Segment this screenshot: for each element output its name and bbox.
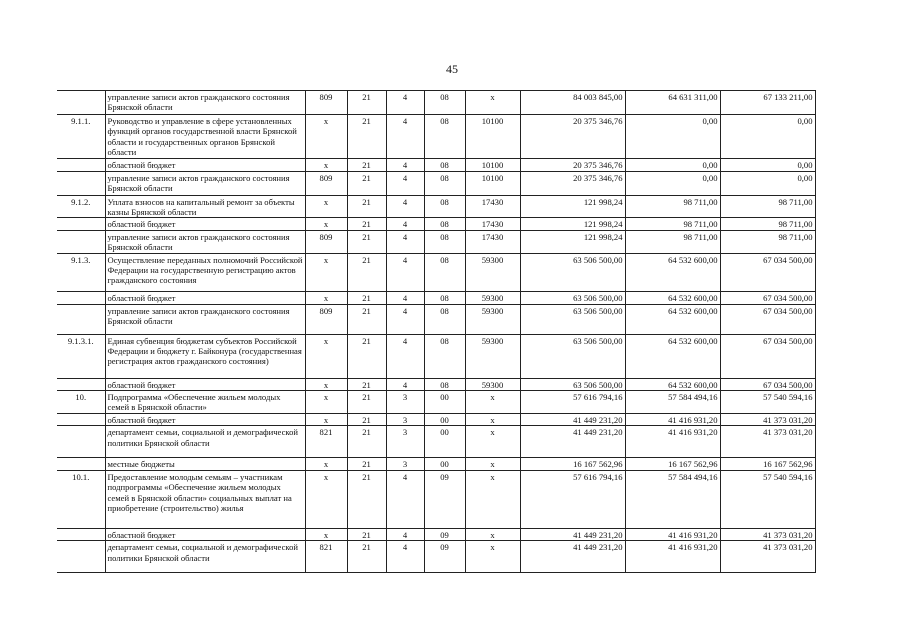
cell-dir: x bbox=[465, 91, 520, 115]
cell-om: 00 bbox=[424, 458, 465, 470]
cell-gp: 21 bbox=[347, 171, 386, 195]
cell-om: 08 bbox=[424, 195, 465, 218]
cell-y3: 16 167 562,96 bbox=[720, 458, 815, 470]
table-row bbox=[57, 291, 815, 304]
cell-y2: 0,00 bbox=[625, 158, 720, 171]
cell-dir: 10100 bbox=[465, 115, 520, 159]
cell-y3: 0,00 bbox=[720, 115, 815, 159]
cell-y1: 63 506 500,00 bbox=[520, 378, 625, 390]
cell-pgp: 4 bbox=[386, 171, 424, 195]
cell-y1: 63 506 500,00 bbox=[520, 334, 625, 378]
cell-grbs: 809 bbox=[305, 91, 347, 115]
cell-name: управление записи актов гражданского состояния Брянской области bbox=[105, 91, 305, 115]
cell-name: Осуществление переданных полномочий Российской Федерации на государственную регистрацию актов гражданского состояния bbox=[105, 253, 305, 291]
cell-num bbox=[57, 426, 105, 458]
cell-dir: x bbox=[465, 541, 520, 573]
cell-y2: 98 711,00 bbox=[625, 218, 720, 230]
cell-y1: 57 616 794,16 bbox=[520, 391, 625, 414]
table-row bbox=[57, 378, 815, 390]
table-row bbox=[57, 171, 815, 195]
cell-gp: 21 bbox=[347, 291, 386, 304]
cell-y1: 63 506 500,00 bbox=[520, 291, 625, 304]
cell-num bbox=[57, 291, 105, 304]
cell-name: департамент семьи, социальной и демографической политики Брянской области bbox=[105, 426, 305, 458]
cell-grbs: x bbox=[305, 458, 347, 470]
cell-y3: 0,00 bbox=[720, 171, 815, 195]
table-row bbox=[57, 91, 815, 115]
cell-pgp: 4 bbox=[386, 291, 424, 304]
table-row bbox=[57, 413, 815, 425]
cell-gp: 21 bbox=[347, 426, 386, 458]
cell-pgp: 4 bbox=[386, 304, 424, 334]
cell-pgp: 4 bbox=[386, 195, 424, 218]
cell-grbs: 809 bbox=[305, 304, 347, 334]
table-row bbox=[57, 304, 815, 334]
cell-y2: 0,00 bbox=[625, 115, 720, 159]
cell-y1: 20 375 346,76 bbox=[520, 158, 625, 171]
table-row bbox=[57, 230, 815, 253]
table-row bbox=[57, 115, 815, 159]
table-row bbox=[57, 158, 815, 171]
cell-y1: 121 998,24 bbox=[520, 230, 625, 253]
cell-name: управление записи актов гражданского состояния Брянской области bbox=[105, 230, 305, 253]
cell-pgp: 3 bbox=[386, 391, 424, 414]
cell-name: Уплата взносов на капитальный ремонт за объекты казны Брянской области bbox=[105, 195, 305, 218]
cell-grbs: x bbox=[305, 158, 347, 171]
cell-grbs: x bbox=[305, 391, 347, 414]
cell-grbs: x bbox=[305, 195, 347, 218]
cell-grbs: x bbox=[305, 413, 347, 425]
cell-y1: 16 167 562,96 bbox=[520, 458, 625, 470]
cell-name: областной бюджет bbox=[105, 528, 305, 540]
cell-y3: 67 034 500,00 bbox=[720, 291, 815, 304]
cell-dir: 59300 bbox=[465, 253, 520, 291]
cell-y2: 64 532 600,00 bbox=[625, 304, 720, 334]
cell-gp: 21 bbox=[347, 458, 386, 470]
cell-num bbox=[57, 541, 105, 573]
cell-name: Подпрограмма «Обеспечение жильем молодых семей в Брянской области» bbox=[105, 391, 305, 414]
cell-name: областной бюджет bbox=[105, 291, 305, 304]
cell-dir: x bbox=[465, 426, 520, 458]
cell-pgp: 4 bbox=[386, 91, 424, 115]
cell-name: областной бюджет bbox=[105, 413, 305, 425]
cell-grbs: 821 bbox=[305, 541, 347, 573]
cell-y1: 57 616 794,16 bbox=[520, 470, 625, 528]
cell-y1: 63 506 500,00 bbox=[520, 304, 625, 334]
table-row bbox=[57, 458, 815, 470]
cell-y2: 16 167 562,96 bbox=[625, 458, 720, 470]
table-row bbox=[57, 528, 815, 540]
cell-dir: x bbox=[465, 391, 520, 414]
cell-grbs: 809 bbox=[305, 171, 347, 195]
cell-grbs: x bbox=[305, 218, 347, 230]
cell-y1: 41 449 231,20 bbox=[520, 413, 625, 425]
table-row bbox=[57, 218, 815, 230]
cell-om: 08 bbox=[424, 334, 465, 378]
cell-pgp: 4 bbox=[386, 334, 424, 378]
cell-num: 9.1.2. bbox=[57, 195, 105, 218]
cell-y1: 41 449 231,20 bbox=[520, 528, 625, 540]
cell-y3: 98 711,00 bbox=[720, 230, 815, 253]
cell-name: управление записи актов гражданского состояния Брянской области bbox=[105, 171, 305, 195]
cell-y3: 0,00 bbox=[720, 158, 815, 171]
cell-name: департамент семьи, социальной и демографической политики Брянской области bbox=[105, 541, 305, 573]
cell-name: местные бюджеты bbox=[105, 458, 305, 470]
cell-y1: 121 998,24 bbox=[520, 195, 625, 218]
cell-y1: 20 375 346,76 bbox=[520, 115, 625, 159]
cell-dir: 17430 bbox=[465, 195, 520, 218]
cell-grbs: 809 bbox=[305, 230, 347, 253]
cell-num bbox=[57, 91, 105, 115]
cell-grbs: x bbox=[305, 334, 347, 378]
cell-gp: 21 bbox=[347, 470, 386, 528]
cell-num bbox=[57, 171, 105, 195]
cell-y3: 98 711,00 bbox=[720, 195, 815, 218]
cell-name: областной бюджет bbox=[105, 378, 305, 390]
cell-num bbox=[57, 230, 105, 253]
cell-y2: 57 584 494,16 bbox=[625, 470, 720, 528]
cell-dir: 17430 bbox=[465, 230, 520, 253]
cell-dir: 17430 bbox=[465, 218, 520, 230]
cell-grbs: x bbox=[305, 378, 347, 390]
cell-y3: 41 373 031,20 bbox=[720, 528, 815, 540]
cell-pgp: 4 bbox=[386, 230, 424, 253]
cell-num bbox=[57, 304, 105, 334]
cell-om: 00 bbox=[424, 426, 465, 458]
cell-name: Единая субвенция бюджетам субъектов Российской Федерации и бюджету г. Байконура (государственная регистрация актов гражданского состояния) bbox=[105, 334, 305, 378]
cell-y2: 64 532 600,00 bbox=[625, 378, 720, 390]
cell-om: 09 bbox=[424, 528, 465, 540]
cell-dir: x bbox=[465, 458, 520, 470]
cell-y3: 67 034 500,00 bbox=[720, 253, 815, 291]
cell-pgp: 4 bbox=[386, 378, 424, 390]
cell-gp: 21 bbox=[347, 541, 386, 573]
cell-y1: 63 506 500,00 bbox=[520, 253, 625, 291]
cell-y2: 64 532 600,00 bbox=[625, 334, 720, 378]
cell-num: 9.1.3. bbox=[57, 253, 105, 291]
cell-gp: 21 bbox=[347, 253, 386, 291]
cell-y2: 41 416 931,20 bbox=[625, 426, 720, 458]
cell-pgp: 4 bbox=[386, 528, 424, 540]
cell-om: 08 bbox=[424, 171, 465, 195]
cell-name: Предоставление молодым семьям – участникам подпрограммы «Обеспечение жильем молодых семей в Брянской области» социальных выплат на приобретение (строительство) жилья bbox=[105, 470, 305, 528]
cell-y3: 67 034 500,00 bbox=[720, 378, 815, 390]
cell-dir: x bbox=[465, 470, 520, 528]
table-row bbox=[57, 541, 815, 573]
cell-gp: 21 bbox=[347, 304, 386, 334]
cell-y2: 41 416 931,20 bbox=[625, 528, 720, 540]
cell-dir: 59300 bbox=[465, 334, 520, 378]
cell-y3: 67 034 500,00 bbox=[720, 304, 815, 334]
cell-pgp: 4 bbox=[386, 115, 424, 159]
cell-gp: 21 bbox=[347, 115, 386, 159]
cell-name: Руководство и управление в сфере установленных функций органов государственной власти Брянской области и государственных органов Брянской области bbox=[105, 115, 305, 159]
cell-pgp: 4 bbox=[386, 253, 424, 291]
cell-grbs: x bbox=[305, 253, 347, 291]
cell-y3: 57 540 594,16 bbox=[720, 391, 815, 414]
cell-gp: 21 bbox=[347, 158, 386, 171]
cell-grbs: x bbox=[305, 470, 347, 528]
cell-num bbox=[57, 218, 105, 230]
cell-name: управление записи актов гражданского состояния Брянской области bbox=[105, 304, 305, 334]
cell-y3: 41 373 031,20 bbox=[720, 413, 815, 425]
cell-y2: 64 532 600,00 bbox=[625, 253, 720, 291]
cell-gp: 21 bbox=[347, 230, 386, 253]
cell-y3: 41 373 031,20 bbox=[720, 541, 815, 573]
cell-name: областной бюджет bbox=[105, 158, 305, 171]
cell-dir: 59300 bbox=[465, 304, 520, 334]
cell-grbs: x bbox=[305, 115, 347, 159]
cell-pgp: 4 bbox=[386, 470, 424, 528]
cell-num: 10.1. bbox=[57, 470, 105, 528]
cell-om: 08 bbox=[424, 378, 465, 390]
cell-y3: 67 034 500,00 bbox=[720, 334, 815, 378]
cell-y2: 64 532 600,00 bbox=[625, 291, 720, 304]
cell-gp: 21 bbox=[347, 334, 386, 378]
cell-grbs: x bbox=[305, 528, 347, 540]
cell-y2: 41 416 931,20 bbox=[625, 413, 720, 425]
cell-om: 09 bbox=[424, 541, 465, 573]
table-row bbox=[57, 391, 815, 414]
table-row bbox=[57, 195, 815, 218]
cell-num: 10. bbox=[57, 391, 105, 414]
cell-num bbox=[57, 458, 105, 470]
cell-gp: 21 bbox=[347, 218, 386, 230]
table-row bbox=[57, 334, 815, 378]
cell-y1: 84 003 845,00 bbox=[520, 91, 625, 115]
cell-gp: 21 bbox=[347, 391, 386, 414]
cell-y3: 41 373 031,20 bbox=[720, 426, 815, 458]
cell-dir: x bbox=[465, 528, 520, 540]
cell-pgp: 3 bbox=[386, 458, 424, 470]
cell-dir: 10100 bbox=[465, 158, 520, 171]
cell-grbs: 821 bbox=[305, 426, 347, 458]
cell-pgp: 4 bbox=[386, 158, 424, 171]
cell-y2: 98 711,00 bbox=[625, 195, 720, 218]
cell-om: 00 bbox=[424, 413, 465, 425]
cell-y3: 57 540 594,16 bbox=[720, 470, 815, 528]
cell-num: 9.1.3.1. bbox=[57, 334, 105, 378]
cell-y1: 20 375 346,76 bbox=[520, 171, 625, 195]
cell-dir: x bbox=[465, 413, 520, 425]
table-body bbox=[57, 91, 815, 573]
cell-gp: 21 bbox=[347, 413, 386, 425]
cell-pgp: 4 bbox=[386, 218, 424, 230]
cell-om: 08 bbox=[424, 230, 465, 253]
cell-om: 08 bbox=[424, 115, 465, 159]
cell-num bbox=[57, 378, 105, 390]
cell-y2: 0,00 bbox=[625, 171, 720, 195]
table-row bbox=[57, 426, 815, 458]
cell-y3: 67 133 211,00 bbox=[720, 91, 815, 115]
table-row bbox=[57, 253, 815, 291]
page-number: 45 bbox=[446, 62, 458, 76]
cell-name: областной бюджет bbox=[105, 218, 305, 230]
cell-num bbox=[57, 528, 105, 540]
cell-pgp: 3 bbox=[386, 426, 424, 458]
cell-num: 9.1.1. bbox=[57, 115, 105, 159]
cell-om: 08 bbox=[424, 291, 465, 304]
cell-num bbox=[57, 158, 105, 171]
cell-om: 08 bbox=[424, 91, 465, 115]
cell-y1: 41 449 231,20 bbox=[520, 426, 625, 458]
cell-pgp: 3 bbox=[386, 413, 424, 425]
cell-y2: 98 711,00 bbox=[625, 230, 720, 253]
cell-gp: 21 bbox=[347, 91, 386, 115]
budget-table bbox=[57, 90, 816, 573]
table-row bbox=[57, 470, 815, 528]
cell-om: 09 bbox=[424, 470, 465, 528]
cell-gp: 21 bbox=[347, 528, 386, 540]
cell-gp: 21 bbox=[347, 195, 386, 218]
cell-y2: 64 631 311,00 bbox=[625, 91, 720, 115]
cell-om: 08 bbox=[424, 218, 465, 230]
cell-num bbox=[57, 413, 105, 425]
cell-dir: 59300 bbox=[465, 291, 520, 304]
cell-om: 00 bbox=[424, 391, 465, 414]
cell-y1: 41 449 231,20 bbox=[520, 541, 625, 573]
cell-om: 08 bbox=[424, 158, 465, 171]
cell-om: 08 bbox=[424, 253, 465, 291]
cell-y2: 57 584 494,16 bbox=[625, 391, 720, 414]
cell-y2: 41 416 931,20 bbox=[625, 541, 720, 573]
cell-dir: 59300 bbox=[465, 378, 520, 390]
cell-y1: 121 998,24 bbox=[520, 218, 625, 230]
cell-y3: 98 711,00 bbox=[720, 218, 815, 230]
cell-grbs: x bbox=[305, 291, 347, 304]
cell-pgp: 4 bbox=[386, 541, 424, 573]
cell-dir: 10100 bbox=[465, 171, 520, 195]
cell-om: 08 bbox=[424, 304, 465, 334]
cell-gp: 21 bbox=[347, 378, 386, 390]
